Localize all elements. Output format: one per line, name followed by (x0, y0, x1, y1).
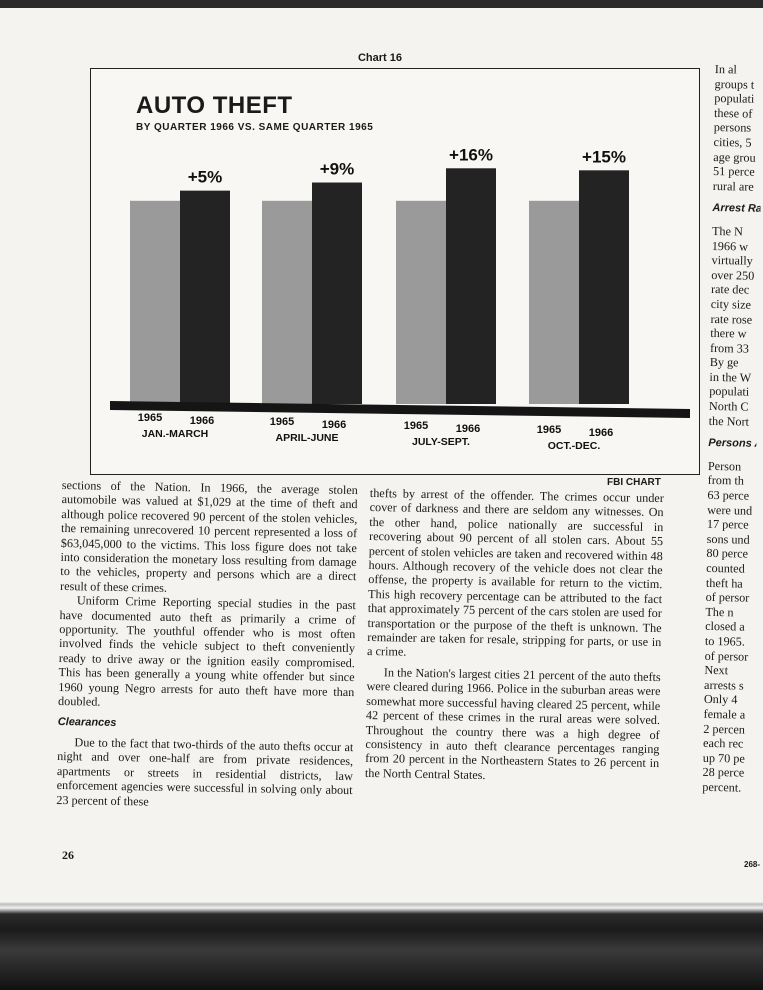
paragraph: Due to the fact that two-thirds of the auto thefts occur at night and over one-half are from private residences, apartments or streets in residential districts, law enforcement agencies were successful in solving only about 23 percent of these (56, 735, 354, 809)
cropped-text-line: over 250 (711, 267, 755, 283)
data-label: +9% (319, 159, 355, 179)
page-number: 26 (62, 848, 74, 862)
tick-label-year: 1965 (269, 416, 295, 428)
cropped-text-line: sons und (706, 531, 750, 547)
bar-1966 (312, 183, 362, 404)
cropped-text-line: up 70 pe (702, 750, 745, 766)
bar-1965 (396, 201, 446, 404)
cropped-text-line: to 1965. (704, 633, 745, 649)
cropped-text-line: 63 perce (707, 487, 750, 503)
cropped-text-line: rate rose (710, 311, 753, 327)
paragraph: sections of the Nation. In 1966, the average stolen automobile was valued at $1,029 at the time of theft and although police recovered 90 percent of the stolen vehicles, the remaining unrecovered 10 percent represented a loss of $63,045,000 to the victims. This loss figure does not take into consideration the monetary loss resulting from damage to the vehicles, property and persons which are a direct result of these crimes. (59, 478, 358, 595)
text-column-left (56, 478, 358, 812)
tick-label-year: 1965 (536, 424, 562, 436)
cropped-text-line: The N (711, 223, 743, 239)
footer-code: 268- (744, 860, 761, 869)
cropped-text-line: rural are (712, 178, 754, 194)
tick-label-year: 1965 (137, 412, 163, 424)
cropped-text-line: percent. (702, 779, 742, 795)
cropped-text-line: counted (706, 560, 745, 576)
cropped-text-line: populati (714, 91, 755, 106)
cropped-text-line: theft ha (705, 575, 743, 591)
cropped-text-line: age grou (713, 149, 756, 165)
cropped-text-line: By ge (709, 355, 739, 370)
cropped-text-line: 17 perce (706, 517, 749, 532)
cropped-text-line: Person (707, 458, 742, 474)
bar-1966 (579, 170, 629, 404)
chart-caption: Chart 16 (357, 52, 403, 64)
cropped-text-line: virtually (711, 253, 753, 268)
cropped-section-heading: Arrest Ra (712, 202, 763, 216)
cropped-text-line: the Nort (708, 413, 750, 429)
cropped-text-line: in the W (709, 369, 752, 385)
cropped-text-line: 1966 w (711, 238, 749, 254)
tick-label-year: 1966 (321, 419, 347, 431)
cropped-text-line: of persor (705, 590, 750, 605)
paragraph: thefts by arrest of the offender. The crimes occur under cover of darkness and there are seldom any witnesses. On the other hand, police nationally are successful in recovering about 90 percent of all stolen cars. About 55 percent of stolen vehicles are taken and recovered within 48 hours. Although recovery of the vehicle does not clear the offense, the property is available for return to the victim. This high recovery percentage can be attributed to the fact that approximately 75 percent of the cars stolen are used for transportation or the purpose of the theft is unknown. The remainder are taken for resale, stripping for parts, or use in a crime. (366, 486, 664, 660)
cropped-text-line: arrests s (704, 677, 744, 693)
cropped-text-line: each rec (702, 736, 744, 751)
cropped-text-line: from th (707, 473, 745, 489)
cropped-text-line: female a (703, 706, 746, 722)
cropped-text-line: from 33 (709, 340, 750, 356)
tick-label-quarter: APRIL-JUNE (275, 432, 339, 444)
data-label: +15% (582, 147, 626, 167)
chart-title: AUTO THEFT (136, 92, 293, 119)
paragraph: Uniform Crime Reporting special studies in the past have documented auto theft as primarily a crime of opportunity. The youthful offender who is most often involved finds the vehicle subject to theft conveniently ready to drive away or the ignition easily compromised. This has been generally a young white offender but since 1960 young Negro arrests for auto theft have more than doubled. (57, 593, 356, 709)
bar-1965 (262, 201, 312, 404)
tick-label-quarter: JULY-SEPT. (412, 436, 470, 448)
tick-label-year: 1966 (588, 427, 614, 439)
chart-subtitle: BY QUARTER 1966 VS. SAME QUARTER 1965 (136, 122, 374, 133)
cropped-text-line: The n (705, 604, 734, 620)
cropped-text-line: there w (710, 326, 747, 341)
cropped-text-line: 80 perce (706, 546, 749, 562)
cropped-text-line: North C (708, 399, 749, 414)
cropped-section-heading: Persons A (708, 437, 763, 451)
tick-label-year: 1966 (455, 423, 481, 435)
cropped-text-line: groups t (714, 76, 755, 92)
scan-bottom-band (0, 890, 763, 990)
bar-1966 (180, 191, 230, 404)
cropped-text-line: 2 percen (703, 721, 746, 737)
cropped-text-line: In al (714, 62, 737, 77)
chart-source: FBI CHART (607, 477, 661, 488)
cropped-text-line: 28 perce (702, 765, 745, 780)
auto-theft-chart (0, 0, 763, 480)
bar-1965 (529, 201, 579, 404)
tick-label-year: 1965 (403, 420, 429, 432)
cropped-text-line: populati (709, 384, 750, 400)
tick-label-quarter: JAN.-MARCH (141, 428, 209, 440)
cropped-text-line: rate dec (710, 282, 750, 297)
cropped-text-line: Next (704, 663, 729, 678)
text-column-middle (365, 486, 664, 785)
cropped-text-line: closed a (705, 619, 745, 634)
bar-1965 (130, 201, 180, 404)
tick-label-quarter: OCT.-DEC. (547, 440, 601, 452)
cropped-text-line: were und (707, 502, 753, 518)
section-heading-clearances: Clearances (57, 715, 117, 729)
cropped-text-line: Only 4 (703, 692, 738, 707)
data-label: +5% (187, 167, 223, 187)
cropped-text-line: city size (710, 296, 752, 312)
paragraph: In the Nation's largest cities 21 percent of the auto thefts were cleared during 1966. Police in the suburban areas were somewhat more successful having cleared 25 percent, while 42 percent of these crimes in the rural areas were solved. Throughout the country there was a high degree of consistency in auto theft clearance percentages ranging from 20 percent in the Northeastern States to 26 percent in the North Central States. (364, 665, 661, 782)
cropped-text-line: these of (713, 105, 753, 121)
bar-1966 (446, 168, 496, 404)
cropped-text-line: persons (713, 120, 752, 136)
data-label: +16% (449, 145, 493, 165)
cropped-text-line: of persor (704, 648, 749, 664)
cropped-text-line: 51 perce (712, 164, 755, 179)
cropped-text-line: cities, 5 (713, 134, 752, 150)
tick-label-year: 1966 (189, 415, 215, 427)
